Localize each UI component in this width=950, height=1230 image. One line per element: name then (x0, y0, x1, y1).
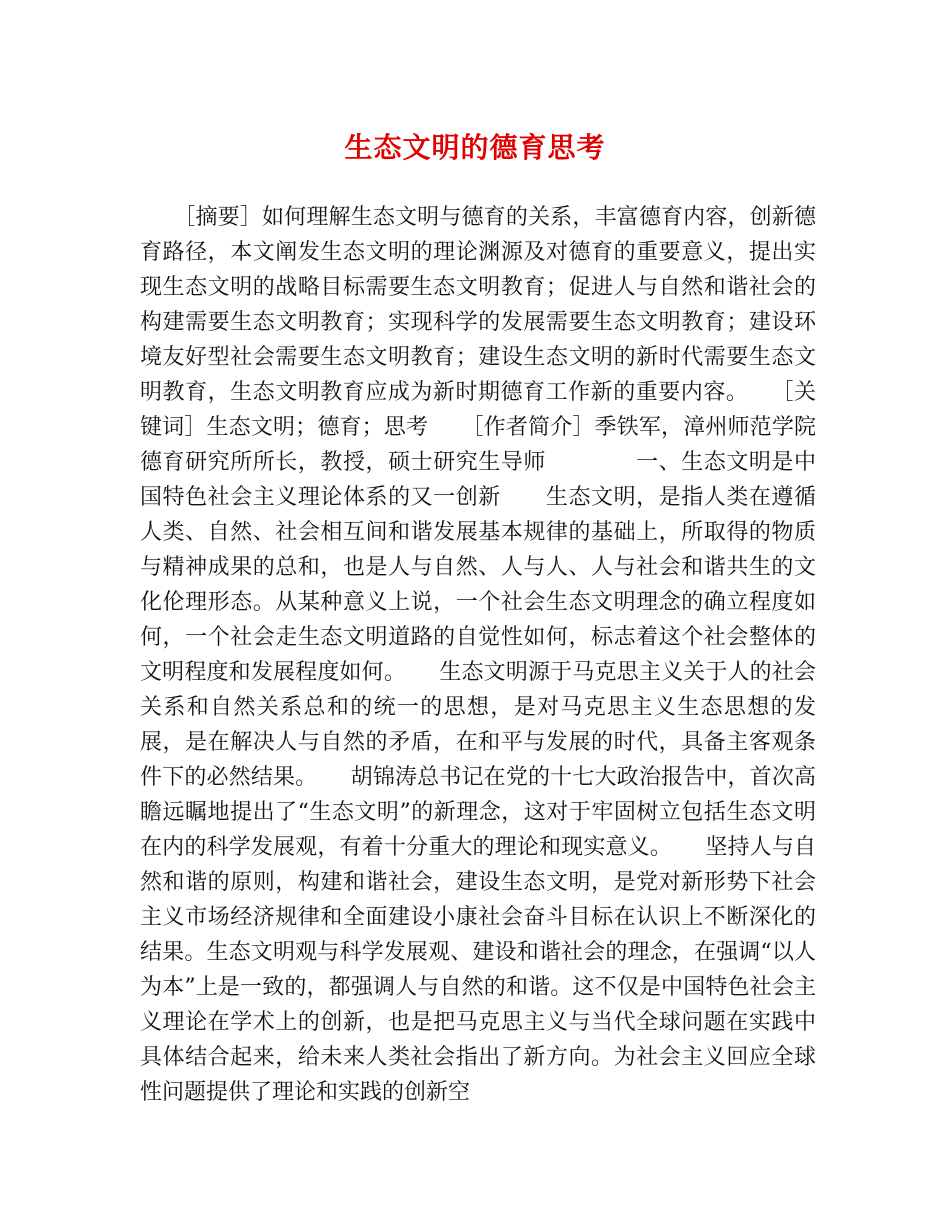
body-text: ［摘要］如何理解生态文明与德育的关系，丰富德育内容，创新德育路径，本文阐发生态文明的理论渊源及对德育的重要意义，提出实现生态文明的战略目标需要生态文明教育；促进人与自然和谐社会的构建需要生态文明教育；实现科学的发展需要生态文明教育；建设环境友好型社会需要生态文明教育；建设生态文明的新时代需要生态文明教育，生态文明教育应成为新时期德育工作新的重要内容。 ［关键词］生态文明；德育；思考 ［作者简介］季铁军，漳州师范学院德育研究所所长，教授，硕士研究生导师 一、生态文明是中国特色社会主义理论体系的又一创新 生态文明，是指人类在遵循人类、自然、社会相互间和谐发展基本规律的基础上，所取得的物质与精神成果的总和，也是人与自然、人与人、人与社会和谐共生的文化伦理形态。从某种意义上说，一个社会生态文明理念的确立程度如何，一个社会走生态文明道路的自觉性如何，标志着这个社会整体的文明程度和发展程度如何。 生态文明源于马克思主义关于人的社会关系和自然关系总和的统一的思想，是对马克思主义生态思想的发展，是在解决人与自然的矛盾，在和平与发展的时代，具备主客观条件下的必然结果。 胡锦涛总书记在党的十七大政治报告中，首次高瞻远瞩地提出了“生态文明”的新理念，这对于牢固树立包括生态文明在内的科学发展观，有着十分重大的理论和现实意义。 坚持人与自然和谐的原则，构建和谐社会，建设生态文明，是党对新形势下社会主义市场经济规律和全面建设小康社会奋斗目标在认识上不断深化的结果。生态文明观与科学发展观、建设和谐社会的理念，在强调“以人为本”上是一致的，都强调人与自然的和谐。这不仅是中国特色社会主义理论在学术上的创新，也是把马克思主义与当代全球问题在实践中具体结合起来，给未来人类社会指出了新方向。为社会主义回应全球性问题提供了理论和实践的创新空 (140, 205, 816, 1105)
page-title: 生态文明的德育思考 (344, 131, 606, 164)
